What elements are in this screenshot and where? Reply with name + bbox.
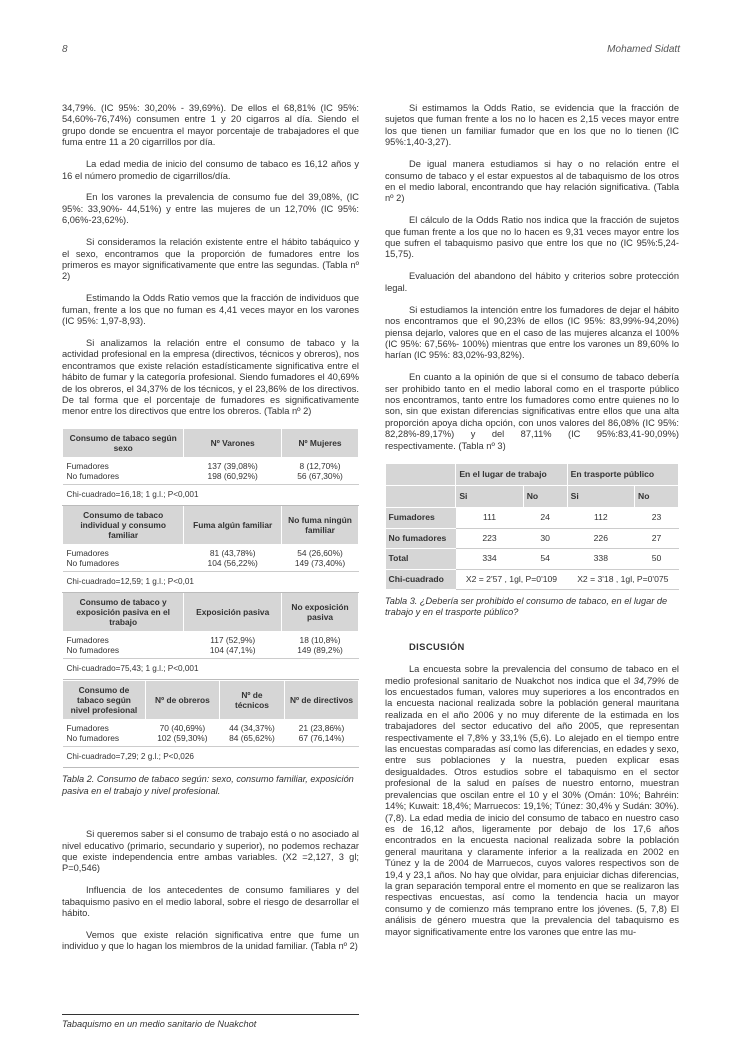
paragraph: En cuanto a la opinión de que si el consumo de tabaco debería ser prohibido tanto en el medio laboral como en el trasporte público nos encontramos, tanto entre los fumadores como entre quienes no lo son, sin que existan diferencias significativas entre ellos que una alta proporción apoya dicha opción, con unos valores del 86,08% (IC 95%: 82,28%-89,17%) y del 87,11% (IC 95%:83,41-90,09%) respectivamente. (Tabla nº 3) [385,372,679,451]
table-header: Nº de directivos [284,681,358,720]
cell: 54 (26,60%) [297,548,343,559]
paragraph: Si queremos saber si el consumo de trabajo está o no asociado al nivel educativo (primario, secundario y superior), no podemos rechazar que existe independencia entre ambas variables. (X2 =2,127, 3 gl; P=0,546) [62,829,359,874]
table-header: Consumo de tabaco según nivel profesional [63,681,146,720]
table-row [63,632,359,659]
cell: 149 (89,2%) [297,645,343,656]
table-row [63,720,359,747]
row-label: No fumadores [66,645,120,656]
row-label: Fumadores [66,548,109,559]
chi-square: X2 = 3'18 , 1gl, P=0'075 [567,569,678,589]
table-corner [386,485,456,507]
paragraph: Si estimamos la Odds Ratio, se evidencia que la fracción de sujetos que fuman frente a los no lo hacen es 2,15 veces mayor entre los que tienen un familiar fumador que en los que no lo tienen (IC 95%:1,40-3,27). [385,103,679,148]
table-header: En el lugar de trabajo [456,463,567,485]
footer-rule [62,1014,359,1015]
table-corner [386,463,456,485]
cell: 27 [635,528,679,548]
table-row [386,569,679,589]
table-header: No [523,485,567,507]
right-column [385,103,679,948]
cell: 112 [567,508,634,528]
cell: 23 [635,508,679,528]
table-header: Exposición pasiva [184,593,282,632]
table-header: No exposición pasiva [282,593,359,632]
text-run: La encuesta sobre la prevalencia del consumo de tabaco en el medio profesional sanitario de Nuakchot nos indica que el [385,664,679,686]
cell: 67 (76,14%) [298,733,345,744]
row-label: No fumadores [66,733,120,744]
page-number: 8 [62,44,68,55]
table-header: Si [567,485,634,507]
table-header: En trasporte público [567,463,678,485]
section-heading: DISCUSIÓN [409,640,465,652]
cell: 111 [456,508,523,528]
table-header: No [635,485,679,507]
table-2-caption: Tabla 2. Consumo de tabaco según: sexo, consumo familiar, exposición pasiva en el trabajo y nivel profesional. [62,774,354,796]
chi-square: Chi-cuadrado=7,29; 2 g.l.; P<0,026 [63,747,359,768]
table-header: Si [456,485,523,507]
cell: 30 [523,528,567,548]
table-header: Consumo de tabaco según sexo [63,429,184,458]
table-header: Nº Mujeres [282,429,359,458]
paragraph: La edad media de inicio del consumo de tabaco es 16,12 años y 16 el número promedio de cigarrillos/día. [62,159,359,181]
table-row [63,458,359,485]
table-3-caption: Tabla 3. ¿Debería ser prohibido el consumo de tabaco, en el lugar de trabajo y en el trasporte público? [385,596,668,618]
table-row [386,528,679,548]
table-row [63,545,359,572]
cell: 117 (52,9%) [210,635,256,646]
cell: 334 [456,549,523,569]
chi-square: X2 = 2'57 , 1gl, P=0'109 [456,569,567,589]
cell: 44 (34,37%) [229,723,275,734]
paragraph: 34,79%. (IC 95%: 30,20% - 39,69%). De ellos el 68,81% (IC 95%: 54,60%-76,74%) consumen entre 1 y 20 cigarros al día. Siendo el grupo donde se encuentra el mayor porcentaje de trabajadores el que fuma entre 11 a 20 cigarrillos por día. [62,103,359,148]
chi-square: Chi-cuadrado=12,59; 1 g.l.; P<0,01 [63,572,359,593]
row-label: Fumadores [66,461,109,472]
cell: 18 (10,8%) [299,635,341,646]
cell: 104 (56,22%) [207,558,258,569]
paragraph: El cálculo de la Odds Ratio nos indica que la fracción de sujetos que fuman frente a los que no lo hacen es 9,31 veces mayor entre los que sufren el tabaquismo pasivo que entre los que no (IC 95%:5,24-15,75). [385,215,679,260]
cell: 102 (59,30%) [157,733,208,744]
row-label: No fumadores [66,558,120,569]
cell: 54 [523,549,567,569]
cell: 8 (12,70%) [299,461,341,472]
cell: 70 (40,69%) [159,723,206,734]
table-row [386,549,679,569]
cell: 149 (73,40%) [294,558,346,569]
cell: 338 [567,549,634,569]
row-label: Total [386,549,456,569]
paragraph: Evaluación del abandono del hábito y criterios sobre protección legal. [385,271,679,293]
left-column [62,103,359,963]
cell: 137 (39,08%) [207,461,258,472]
table-2-level [62,680,359,768]
chi-square: Chi-cuadrado=75,43; 1 g.l.; P<0,001 [63,659,359,680]
running-footer: Tabaquismo en un medio sanitario de Nuakchot [62,1019,257,1029]
table-header: Fuma algún familiar [184,506,282,545]
cell: 84 (65,62%) [229,733,275,744]
table-3 [385,463,679,590]
cell: 56 (67,30%) [297,471,343,482]
table-header: Nº de técnicos [219,681,284,720]
cell: 223 [456,528,523,548]
text-run: de los encuestados fuman, valores muy superiores a los encontrados en la encuesta nacional realizada sobre la población general mauritana realizada en el año 2006 y no muy diferente de la estimada en los trabajadores del sector educativo del año 2005, que representan respectivamente el 7,8% y 33,1% (5,6). Lo alejado en el tiempo entre las encuestas comparadas así como las diferencias, en edades y sexo, entre sus poblaciones y la nuestra, pueden explicar esas desigualdades. Otros estudios sobre el tabaquismo en el sector profesional de la salud en países de nuestro entorno, muestran prevalencias que oscilan entre el 10 y el 30% (Omán: 10%; Bahréin: 14%; Kuwait: 18,4%; Marruecos: 19,1%; Túnez: 30,4% y Sudán: 30%). (7,8). La edad media de inicio del consumo de tabaco en nuestro caso es de 16,12 años, ligeramente por debajo de los 17,6 años encontrados en la encuesta nacional realizada sobre la población general mauritana y claramente inferior a la realizada en 2002 en Túnez y la de 2004 de Marruecos, cuyos valores respectivos son de 19,4 y 23,1 años. No hay que olvidar, para enjuiciar dichas diferencias, la gran separación temporal entre el momento en que se realizaron las respectivas encuestas, así como la tendencia hacia un mayor consumo y de comienzo más temprano entre los jóvenes. (5, 7,8) El análisis de género muestra que la prevalencia del tabaquismo es mayor significativamente entre los varones que entre las mu- [385,675,679,937]
table-row [386,508,679,528]
row-label: Fumadores [66,723,109,734]
paragraph: Influencia de los antecedentes de consumo familiares y del tabaquismo pasivo en el medio laboral, sobre el riesgo de desarrollar el hábito. [62,885,359,919]
row-label: No fumadores [386,528,456,548]
cell: 104 (47,1%) [209,645,256,656]
table-2 [62,428,359,680]
cell: 226 [567,528,634,548]
paragraph [385,664,679,938]
table-header: No fuma ningún familiar [282,506,359,545]
running-author: Mohamed Sidatt [607,44,680,55]
paragraph: En los varones la prevalencia de consumo fue del 39,08%, (IC 95%: 33,90%- 44,51%) y entre las mujeres de un 12,70% (IC 95%: 6,06%-23,62%). [62,192,359,226]
row-label: Fumadores [66,635,109,646]
paragraph: Si estudiamos la intención entre los fumadores de dejar el hábito nos encontramos que el 90,23% de ellos (IC 95%: 83,99%-94,20%) piensa dejarlo, valores que en el caso de las mujeres alcanza el 100% (IC 95%: 67,56%- 100%) mientras que entre los varones un 89,60% lo harían (IC 95%: 83,02%-93,82%). [385,304,679,361]
paragraph: Estimando la Odds Ratio vemos que la fracción de individuos que fuman, frente a los que no fuman es 4,41 veces mayor en los varones (IC 95%: 1,97-8,93). [62,293,359,327]
row-label: Chi-cuadrado [386,569,456,589]
cell: 50 [635,549,679,569]
paragraph: Si analizamos la relación entre el consumo de tabaco y la actividad profesional en la empresa (directivos, técnicos y obreros), nos encontramos que existe relación estadísticamente significativa entre el hábito de fumar y la categoría profesional. Siendo fumadores el 40,69% de los obreros, el 34,37% de los técnicos, y el 23,86% de los directivos. De tal forma que el porcentaje de fumadores es significativamente menor entre los directivos que entre los obreros. (Tabla nº 2) [62,338,359,417]
table-header: Consumo de tabaco y exposición pasiva en el trabajo [63,593,184,632]
paragraph: Si consideramos la relación existente entre el hábito tabáquico y el sexo, encontramos que la proporción de fumadores entre los primeros es mayor significativamente que entre las segundas. (Tabla nº 2) [62,237,359,282]
paragraph: Vemos que existe relación significativa entre que fume un individuo y que lo hagan los miembros de la unidad familiar. (Tabla nº 2) [62,930,359,952]
row-label: No fumadores [66,471,120,482]
row-label: Fumadores [386,508,456,528]
chi-square: Chi-cuadrado=16,18; 1 g.l.; P<0,001 [63,485,359,506]
table-header: Consumo de tabaco individual y consumo familiar [63,506,184,545]
text-run-italic: 34,79% [633,675,666,686]
table-header: Nº de obreros [145,681,219,720]
table-header: Nº Varones [184,429,282,458]
cell: 81 (43,78%) [209,548,256,559]
cell: 198 (60,92%) [207,471,258,482]
paragraph: De igual manera estudiamos si hay o no relación entre el consumo de tabaco y el estar expuestos al de tabaquismo de los otros en el medio laboral, encontrando que hay relación significativa. (Tabla nº 2) [385,159,679,204]
cell: 21 (23,86%) [298,723,345,734]
cell: 24 [523,508,567,528]
